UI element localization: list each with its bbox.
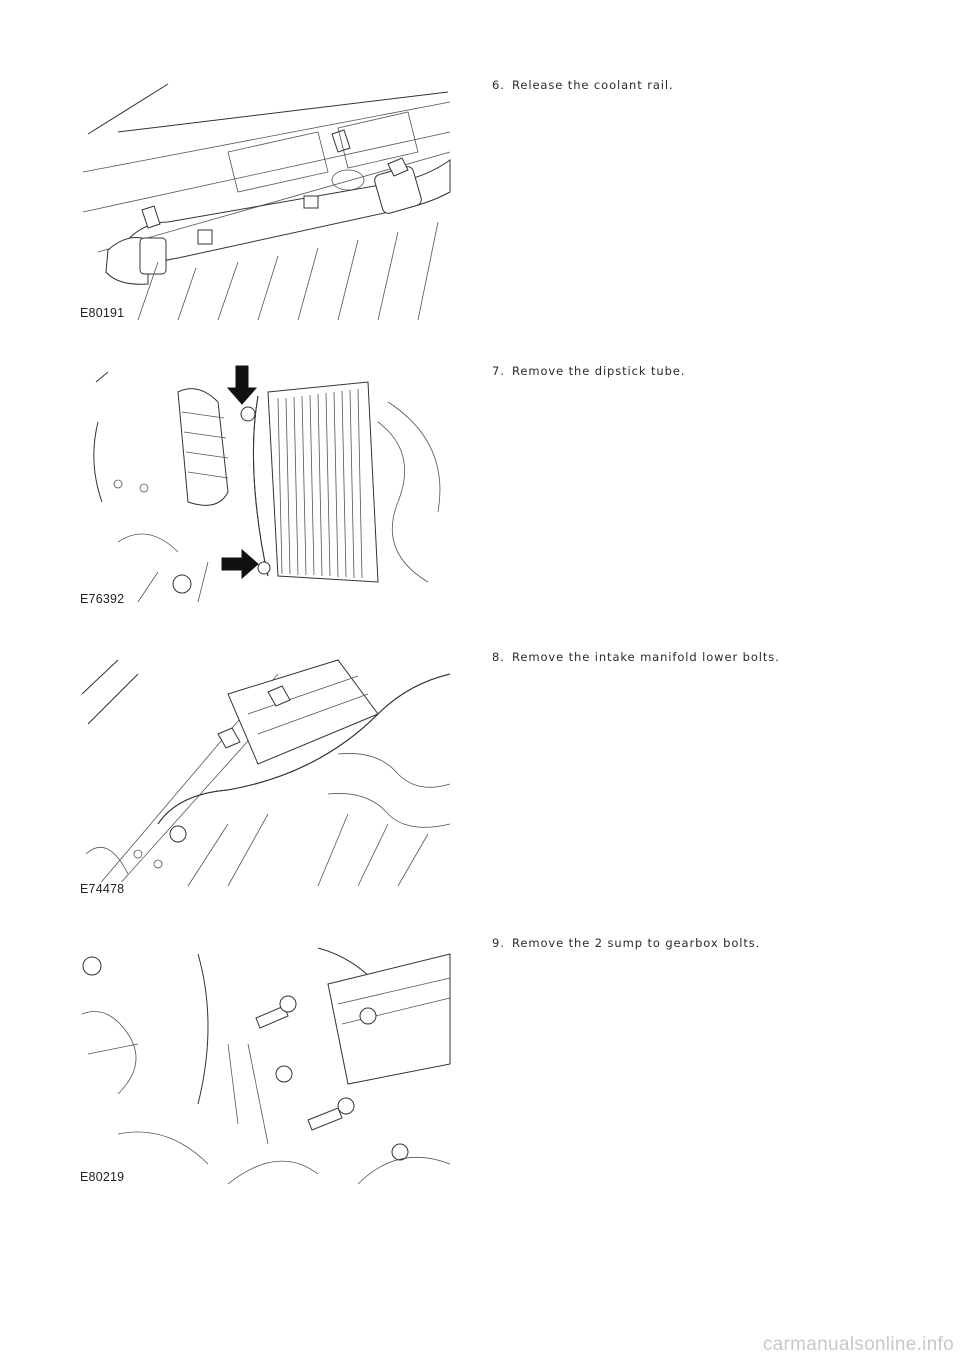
figure-intake-manifold: [78, 654, 458, 896]
dipstick-tube-illustration-icon: [78, 362, 458, 606]
instruction-text: [492, 650, 780, 664]
sump-gearbox-illustration-icon: [78, 944, 458, 1184]
step-number: 9.: [492, 936, 505, 950]
figure-dipstick-tube: [78, 362, 458, 606]
figure-label: E76392: [80, 592, 125, 606]
step-number: 8.: [492, 650, 505, 664]
watermark: carmanualsonline.info: [762, 1334, 954, 1355]
coolant-rail-illustration-icon: [78, 72, 458, 320]
step-text: Release the coolant rail.: [512, 78, 674, 92]
figure-coolant-rail: [78, 72, 458, 320]
step-number: 7.: [492, 364, 505, 378]
instruction-text: [492, 936, 760, 950]
step-text: Remove the intake manifold lower bolts.: [512, 650, 780, 664]
figure-label: E74478: [80, 882, 125, 896]
intake-manifold-illustration-icon: [78, 654, 458, 896]
instruction-text: [492, 78, 674, 92]
step-text: Remove the 2 sump to gearbox bolts.: [512, 936, 761, 950]
figure-sump-gearbox: [78, 944, 458, 1184]
figure-label: E80219: [80, 1170, 125, 1184]
instruction-text: [492, 364, 685, 378]
figure-label: E80191: [80, 306, 125, 320]
step-number: 6.: [492, 78, 505, 92]
step-text: Remove the dipstick tube.: [512, 364, 686, 378]
